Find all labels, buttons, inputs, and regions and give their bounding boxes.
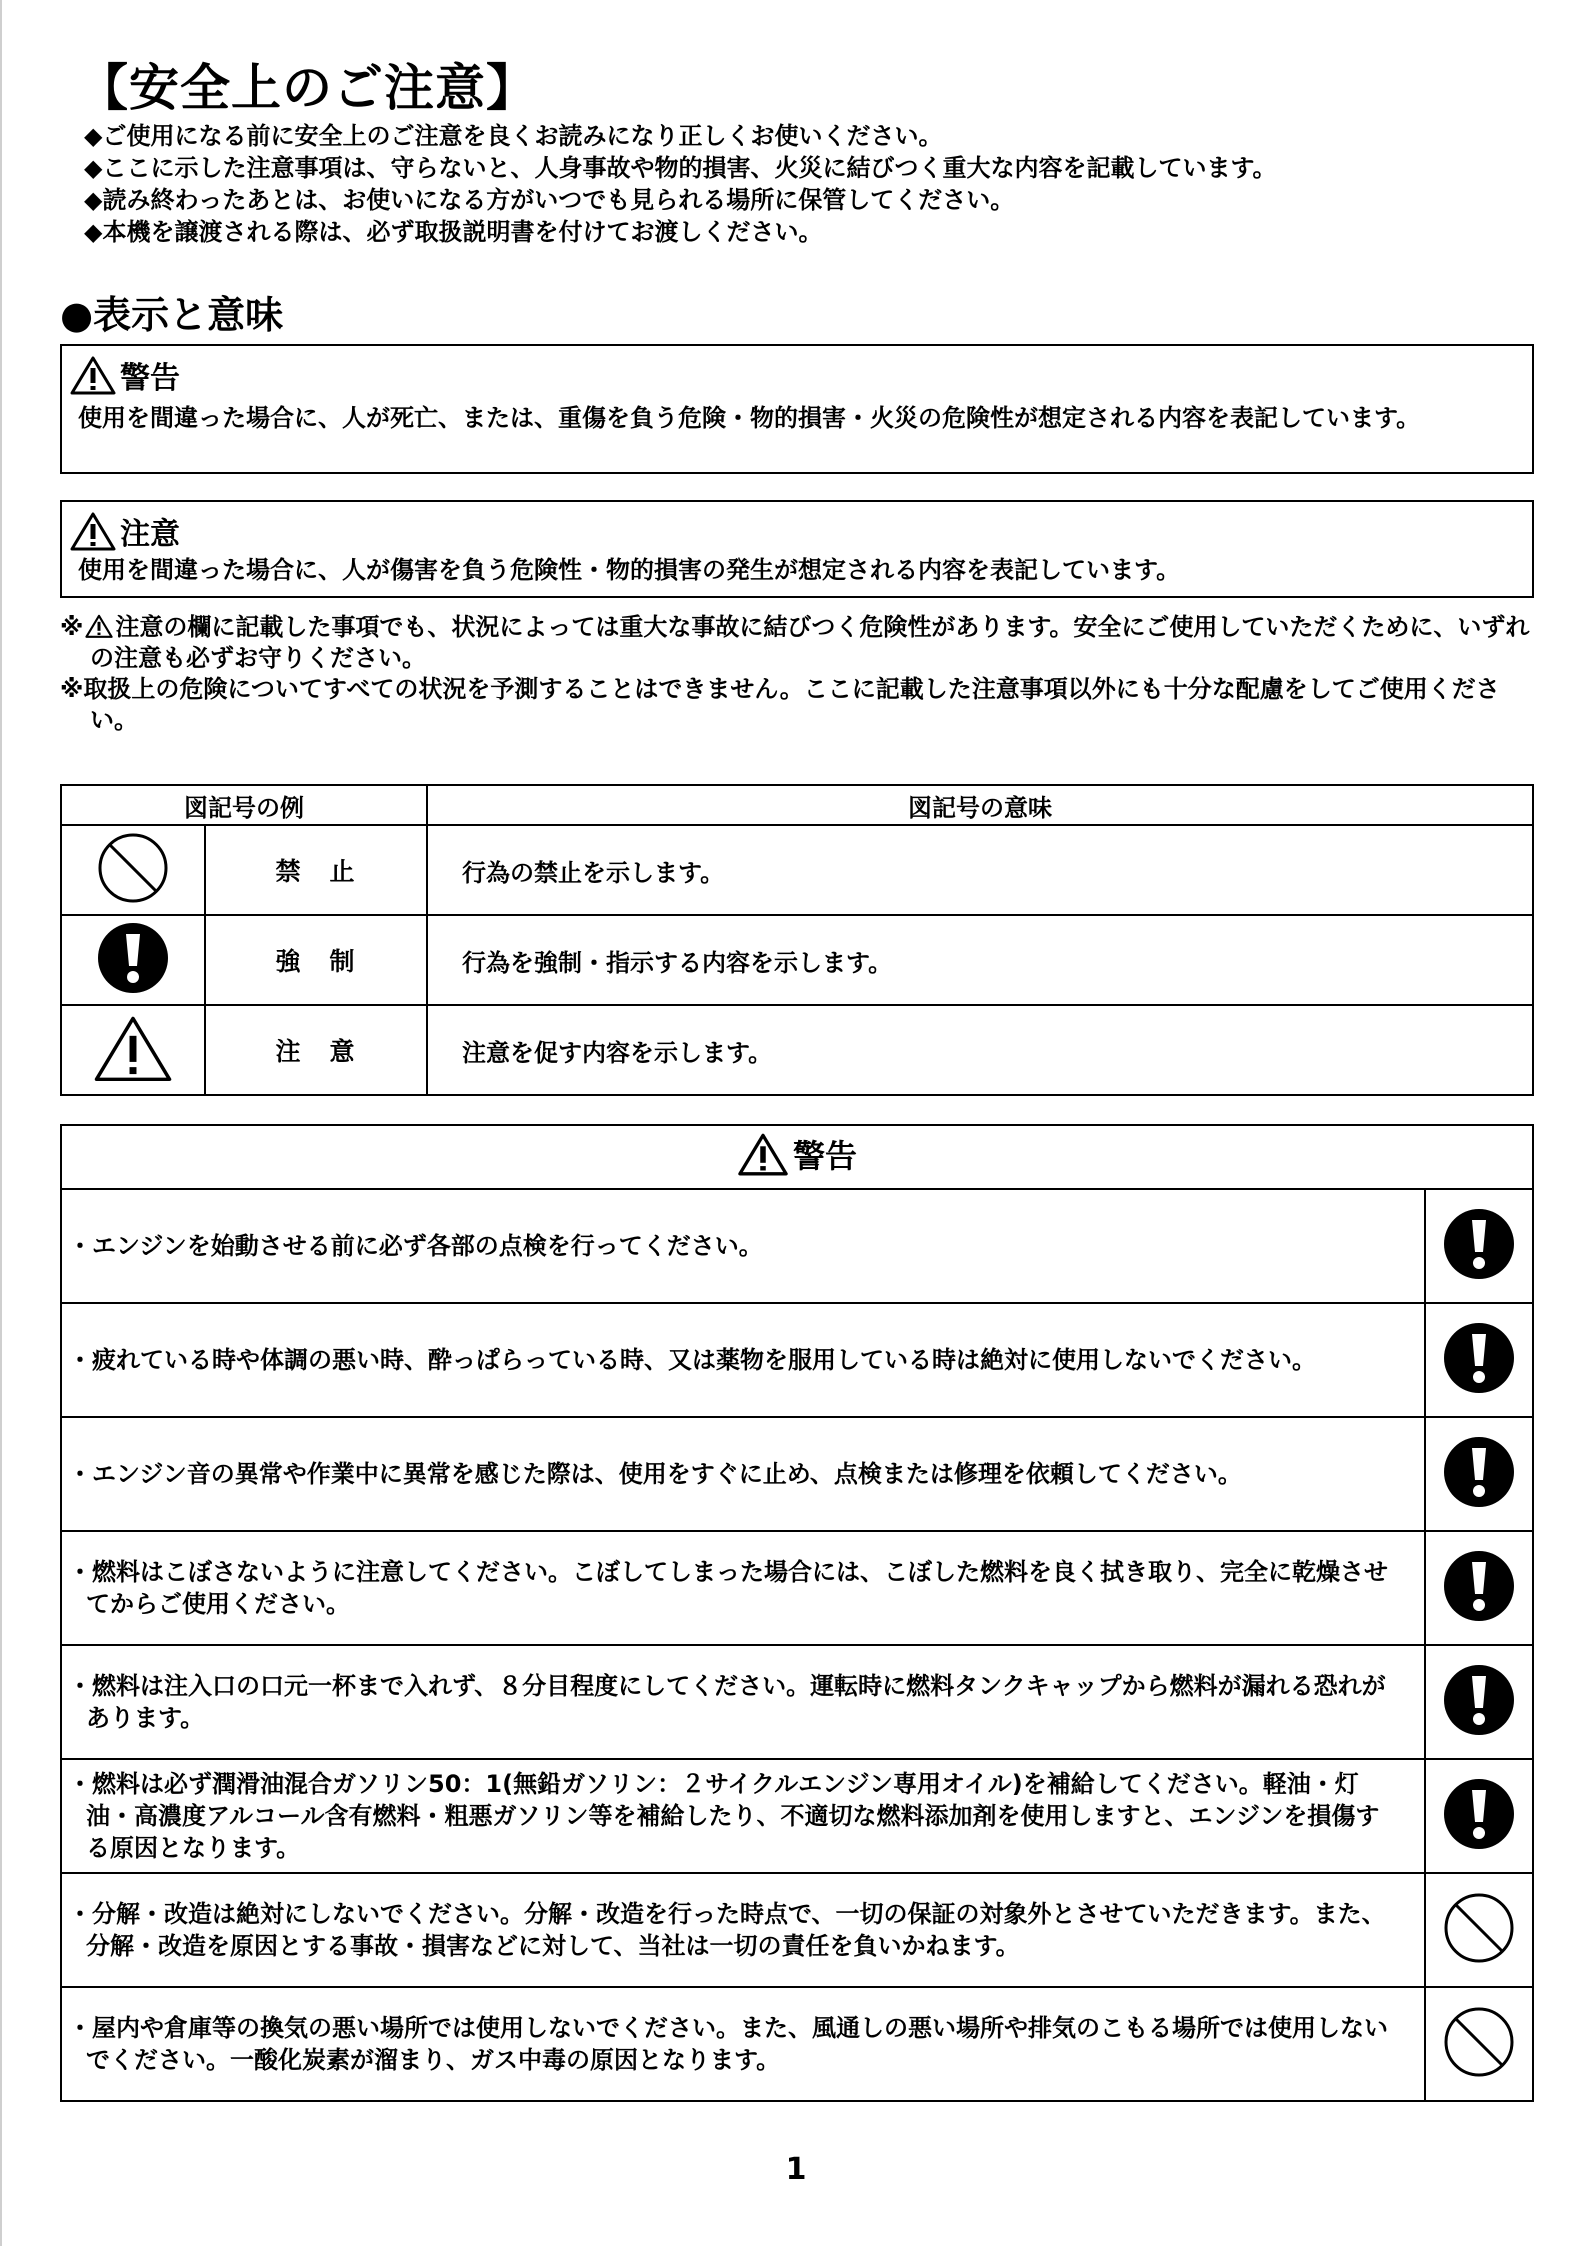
page-title: 【安全上のご注意】 — [78, 59, 537, 117]
warning-text: ・エンジン音の異常や作業中に異常を感じた際は、使用をすぐに止め、点検または修理を依頼してください。 — [68, 1460, 1242, 1488]
table-row — [61, 1531, 1533, 1645]
note-mark: ※ — [60, 613, 84, 641]
warning-table-header — [61, 1125, 1533, 1189]
warning-definition-box — [60, 344, 1534, 474]
mandatory-icon — [1442, 1207, 1516, 1281]
caution-definition-text: 使用を間違った場合に、人が傷害を負う危険性・物的損害の発生が想定される内容を表記しています。 — [78, 556, 1181, 584]
table-row — [61, 1645, 1533, 1759]
mandatory-icon — [1442, 1435, 1516, 1509]
intro-item: ◆ご使用になる前に安全上のご注意を良くお読みになり正しくお使いください。 — [84, 122, 943, 150]
mandatory-icon — [96, 921, 170, 995]
symbol-meaning: 注意を促す内容を示します。 — [427, 1005, 1533, 1095]
table-row — [61, 825, 1533, 915]
table-row — [61, 1303, 1533, 1417]
symbol-meaning: 行為の禁止を示します。 — [427, 825, 1533, 915]
caution-definition-header — [70, 508, 180, 554]
intro-item: ◆ここに示した注意事項は、守らないと、人身事故や物的損害、火災に結びつく重大な内容を記載しています。 — [84, 154, 1277, 182]
symbol-meaning: 行為を強制・指示する内容を示します。 — [427, 915, 1533, 1005]
mandatory-icon — [1442, 1777, 1516, 1851]
symbol-table — [60, 784, 1534, 1096]
symbol-example-header: 図記号の例 — [61, 785, 427, 825]
caution-triangle-icon — [737, 1132, 789, 1176]
mandatory-icon — [1442, 1663, 1516, 1737]
symbol-label: 禁 止 — [205, 825, 427, 915]
notes — [60, 612, 1540, 736]
warning-text: ・燃料は注入口の口元一杯まで入れず、８分目程度にしてください。運転時に燃料タンクキャップから燃料が漏れる恐れがあります。 — [68, 1672, 1386, 1732]
table-row — [61, 1417, 1533, 1531]
table-row — [61, 1005, 1533, 1095]
warning-text: ・屋内や倉庫等の換気の悪い場所では使用しないでください。また、風通しの悪い場所や排気のこもる場所では使用しないでください。一酸化炭素が溜まり、ガス中毒の原因となります。 — [68, 2014, 1388, 2074]
warning-table-title: 警告 — [792, 1136, 857, 1175]
section-title: ●表示と意味 — [60, 293, 284, 337]
mandatory-icon — [1442, 1321, 1516, 1395]
caution-triangle-icon — [70, 511, 116, 551]
warning-text: ・分解・改造は絶対にしないでください。分解・改造を行った時点で、一切の保証の対象外とさせていただきます。また、分解・改造を原因とする事故・損害などに対して、当社は一切の責任を負いかねます。 — [68, 1900, 1386, 1960]
intro-list — [84, 120, 1277, 248]
table-row — [61, 1189, 1533, 1303]
warning-text: ・燃料は必ず潤滑油混合ガソリン50：1(無鉛ガソリン：２サイクルエンジン専用オイル)を補給してください。軽油・灯油・高濃度アルコール含有燃料・粗悪ガソリン等を補給したり、不適切な燃料添加剤を使用しますと、エンジンを損傷する原因となります。 — [68, 1770, 1380, 1862]
symbol-label: 強 制 — [205, 915, 427, 1005]
page-number: 1 — [785, 2152, 807, 2187]
symbol-meaning-header: 図記号の意味 — [427, 785, 1533, 825]
warning-text: ・エンジンを始動させる前に必ず各部の点検を行ってください。 — [68, 1232, 763, 1260]
caution-triangle-icon — [70, 355, 116, 395]
mandatory-icon — [1442, 1549, 1516, 1623]
table-row — [61, 1759, 1533, 1873]
caution-triangle-icon — [93, 1013, 173, 1083]
table-row — [61, 915, 1533, 1005]
intro-item: ◆読み終わったあとは、お使いになる方がいつでも見られる場所に保管してください。 — [84, 186, 1015, 214]
prohibition-icon — [1442, 2005, 1516, 2079]
intro-item: ◆本機を譲渡される際は、必ず取扱説明書を付けてお渡しください。 — [84, 218, 823, 246]
warning-definition-text: 使用を間違った場合に、人が死亡、または、重傷を負う危険・物的損害・火災の危険性が想定される内容を表記しています。 — [78, 404, 1421, 432]
prohibition-icon — [96, 831, 170, 905]
note-item: ※取扱上の危険についてすべての状況を予測することはできません。ここに記載した注意事項以外にも十分な配慮をしてご使用ください。 — [60, 675, 1500, 734]
caution-definition-label: 注意 — [120, 517, 180, 552]
warning-definition-header — [70, 352, 180, 398]
note-item — [60, 612, 1540, 674]
warning-text: ・疲れている時や体調の悪い時、酔っぱらっている時、又は薬物を服用している時は絶対に使用しないでください。 — [68, 1346, 1316, 1374]
warning-table — [60, 1124, 1534, 2102]
table-row — [61, 1873, 1533, 1987]
warning-text: ・燃料はこぼさないように注意してください。こぼしてしまった場合には、こぼした燃料を良く拭き取り、完全に乾燥させてからご使用ください。 — [68, 1558, 1388, 1618]
symbol-label: 注 意 — [205, 1005, 427, 1095]
caution-triangle-icon — [85, 614, 113, 638]
prohibition-icon — [1442, 1891, 1516, 1965]
caution-definition-box — [60, 500, 1534, 598]
table-row — [61, 1987, 1533, 2101]
warning-definition-label: 警告 — [120, 361, 180, 396]
note-text: 注意の欄に記載した事項でも、状況によっては重大な事故に結びつく危険性があります。安全にご使用していただくために、いずれの注意も必ずお守りください。 — [90, 613, 1530, 672]
